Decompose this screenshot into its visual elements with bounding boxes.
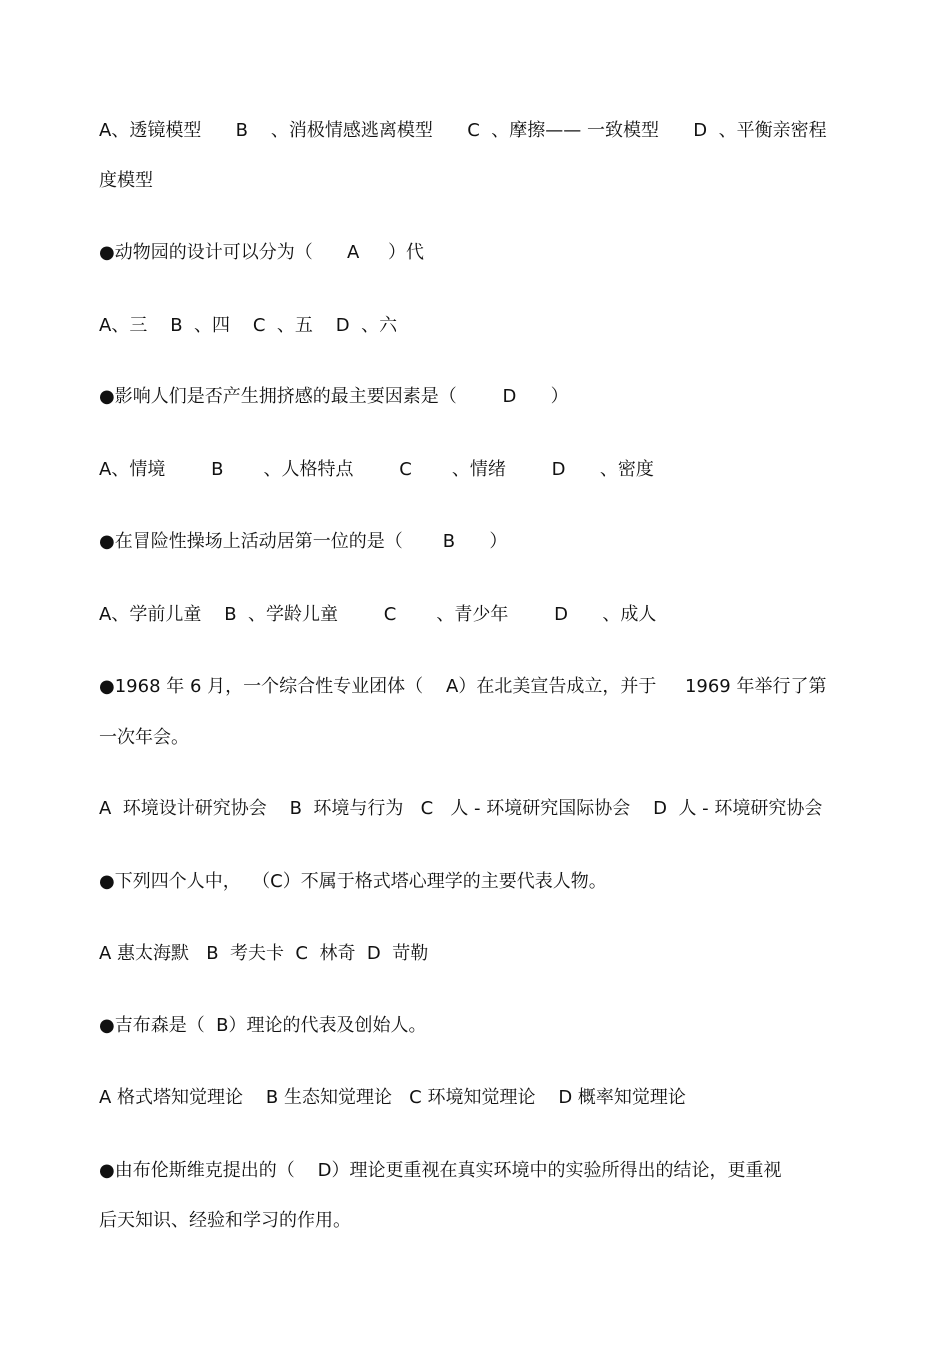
question-line: ●影响人们是否产生拥挤感的最主要因素是（ D ） [99,386,569,407]
question-line: ●由布伦斯维克提出的（ D）理论更重视在真实环境中的实验所得出的结论，更重视 [99,1160,782,1181]
answer-options-line: A、三 B 、四 C 、五 D 、六 [99,315,398,336]
answer-options-line: A 惠太海默 B 考夫卡 C 林奇 D 苛勒 [99,943,429,964]
answer-options-line: A、学前儿童 B 、学龄儿童 C 、青少年 D 、成人 [99,604,657,625]
answer-options-line: A 环境设计研究协会 B 环境与行为 C 人 - 环境研究国际协会 D 人 - 环境研究协会 [99,798,823,819]
answer-options-line: A、情境 B 、人格特点 C 、情绪 D 、密度 [99,459,654,480]
answer-options-line: A 格式塔知觉理论 B 生态知觉理论 C 环境知觉理论 D 概率知觉理论 [99,1087,686,1108]
answer-options-continuation: 度模型 [99,170,153,191]
answer-options-line: A、透镜模型 B 、消极情感逃离模型 C 、摩擦—— 一致模型 D 、平衡亲密程 [99,120,827,141]
question-line: ●在冒险性操场上活动居第一位的是（ B ） [99,531,508,552]
question-line: ●吉布森是（ B）理论的代表及创始人。 [99,1015,427,1036]
question-line: ●动物园的设计可以分为（ A ）代 [99,242,424,263]
question-continuation: 后天知识、经验和学习的作用。 [99,1210,351,1231]
question-line: ●下列四个人中， （C）不属于格式塔心理学的主要代表人物。 [99,871,607,892]
question-continuation: 一次年会。 [99,727,189,748]
question-line: ●1968 年 6 月，一个综合性专业团体（ A）在北美宣告成立，并于 1969 年举行了第 [99,676,827,697]
